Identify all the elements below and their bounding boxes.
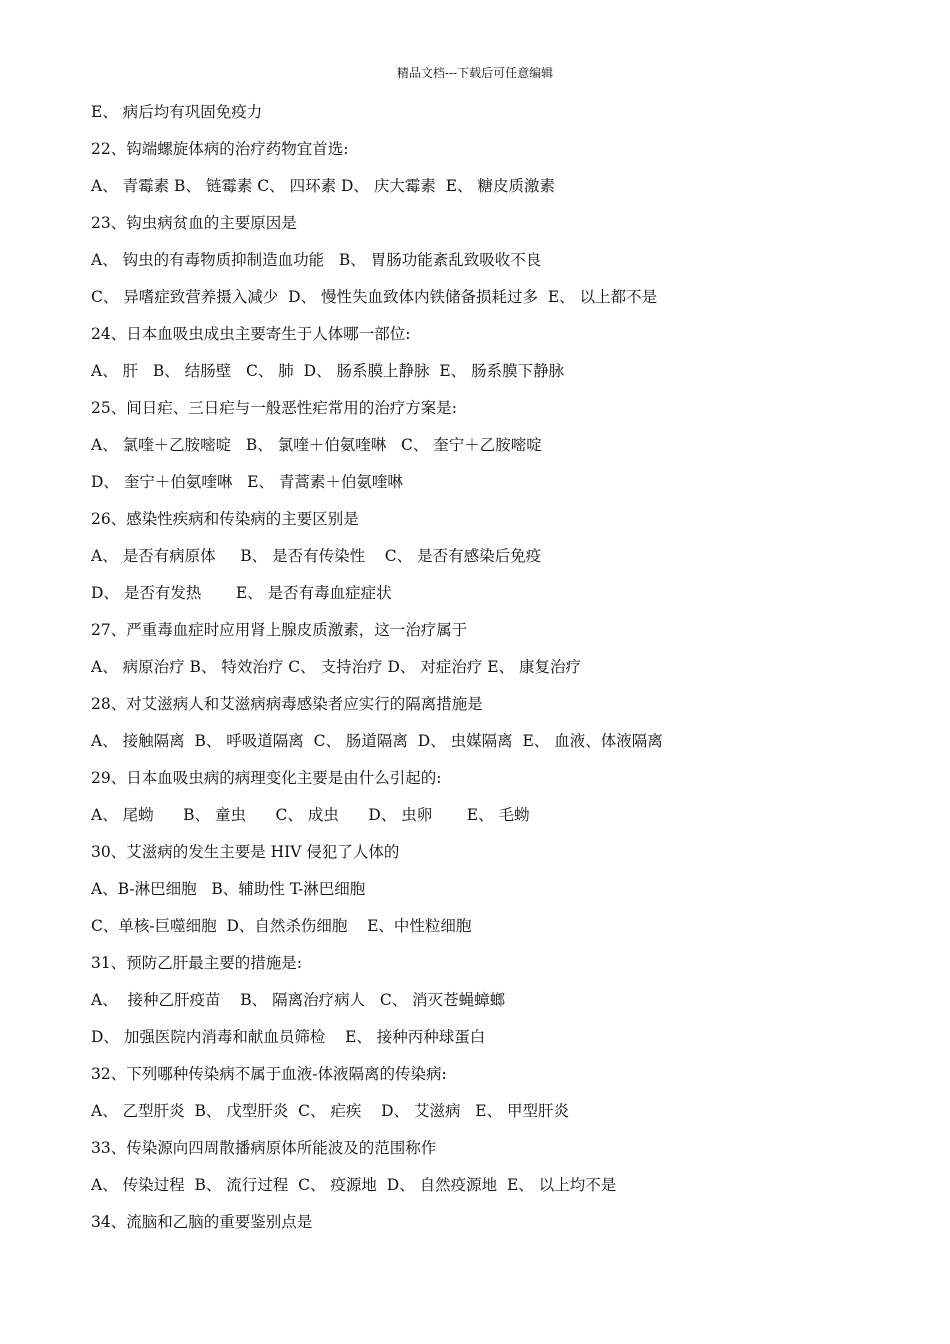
question-line: 26、感染性疾病和传染病的主要区别是 <box>91 510 359 528</box>
option-line: C、单核-巨噬细胞 D、自然杀伤细胞 E、中性粒细胞 <box>91 917 472 935</box>
option-line: A、 尾蚴 B、 童虫 C、 成虫 D、 虫卵 E、 毛蚴 <box>91 806 530 824</box>
option-line: A、 乙型肝炎 B、 戊型肝炎 C、 疟疾 D、 艾滋病 E、 甲型肝炎 <box>91 1102 570 1120</box>
option-line: A、 肝 B、 结肠壁 C、 肺 D、 肠系膜上静脉 E、 肠系膜下静脉 <box>91 362 565 380</box>
option-line: E、 病后均有巩固免疫力 <box>91 103 263 121</box>
option-line: A、 接触隔离 B、 呼吸道隔离 C、 肠道隔离 D、 虫媒隔离 E、 血液、体液隔离 <box>91 732 663 750</box>
question-line: 27、严重毒血症时应用肾上腺皮质激素，这一治疗属于 <box>91 621 468 639</box>
option-line: D、 奎宁＋伯氨喹啉 E、 青蒿素＋伯氨喹啉 <box>91 473 403 491</box>
document-body <box>91 99 891 1246</box>
question-line: 22、钩端螺旋体病的治疗药物宜首选: <box>91 140 349 158</box>
question-line: 33、传染源向四周散播病原体所能波及的范围称作 <box>91 1139 437 1157</box>
option-line: A、B-淋巴细胞 B、辅助性 T-淋巴细胞 <box>91 880 366 898</box>
option-line: A、 钩虫的有毒物质抑制造血功能 B、 胃肠功能紊乱致吸收不良 <box>91 251 542 269</box>
question-line: 34、流脑和乙脑的重要鉴别点是 <box>91 1213 313 1231</box>
question-line: 25、间日疟、三日疟与一般恶性疟常用的治疗方案是: <box>91 399 457 417</box>
question-line: 23、钩虫病贫血的主要原因是 <box>91 214 297 232</box>
question-line: 24、日本血吸虫成虫主要寄生于人体哪一部位: <box>91 325 411 343</box>
option-line: D、 加强医院内消毒和献血员筛检 E、 接种丙种球蛋白 <box>91 1028 486 1046</box>
question-line: 30、艾滋病的发生主要是 HIV 侵犯了人体的 <box>91 843 400 861</box>
option-line: A、 是否有病原体 B、 是否有传染性 C、 是否有感染后免疫 <box>91 547 542 565</box>
question-line: 31、预防乙肝最主要的措施是: <box>91 954 302 972</box>
option-line: C、 异嗜症致营养摄入减少 D、 慢性失血致体内铁储备损耗过多 E、 以上都不是 <box>91 288 658 306</box>
option-line: A、 青霉素 B、 链霉素 C、 四环素 D、 庆大霉素 E、 糖皮质激素 <box>91 177 555 195</box>
page-header: 精品文档---下载后可任意编辑 <box>396 66 554 80</box>
option-line: A、 接种乙肝疫苗 B、 隔离治疗病人 C、 消灭苍蝇蟑螂 <box>91 991 506 1009</box>
option-line: A、 传染过程 B、 流行过程 C、 疫源地 D、 自然疫源地 E、 以上均不是 <box>91 1176 617 1194</box>
option-line: A、 氯喹＋乙胺嘧啶 B、 氯喹＋伯氨喹啉 C、 奎宁＋乙胺嘧啶 <box>91 436 542 454</box>
option-line: A、 病原治疗 B、 特效治疗 C、 支持治疗 D、 对症治疗 E、 康复治疗 <box>91 658 582 676</box>
question-line: 28、对艾滋病人和艾滋病病毒感染者应实行的隔离措施是 <box>91 695 483 713</box>
option-line: D、 是否有发热 E、 是否有毒血症症状 <box>91 584 392 602</box>
question-line: 29、日本血吸虫病的病理变化主要是由什么引起的: <box>91 769 442 787</box>
question-line: 32、下列哪种传染病不属于血液-体液隔离的传染病: <box>91 1065 447 1083</box>
